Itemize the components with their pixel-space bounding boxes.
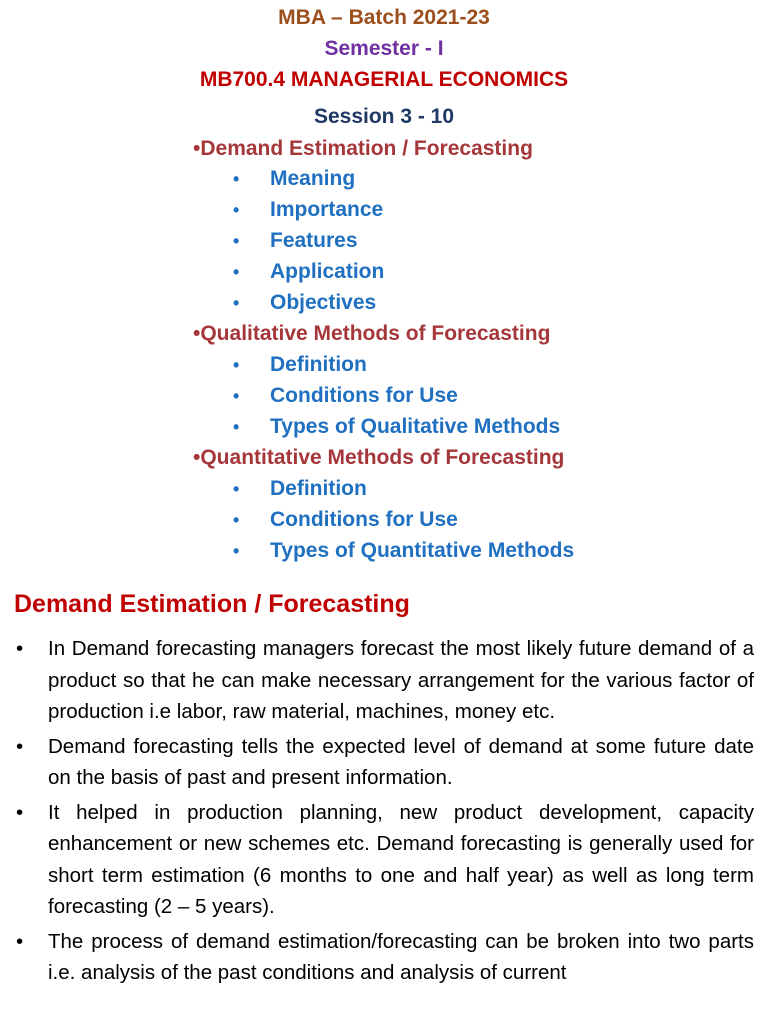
outline-subitem: Types of Quantitative Methods — [270, 539, 575, 562]
outline-subitem: Conditions for Use — [270, 508, 458, 531]
outline-subitem: Types of Qualitative Methods — [270, 415, 561, 438]
paragraph-text: In Demand forecasting managers forecast the most likely future demand of a product so that he can make necessary arrangement for the various factor of production i.e labor, raw material, machines, money etc. — [48, 637, 754, 723]
bullet-icon: • — [233, 169, 240, 189]
program-title: MBA – Batch 2021-23 — [278, 6, 490, 29]
bullet-icon: • — [233, 355, 240, 375]
list-item — [14, 797, 754, 923]
paragraph-text: Demand forecasting tells the expected level of demand at some future date on the basis of past and present information. — [48, 734, 754, 789]
bullet-icon: • — [233, 510, 240, 530]
bullet-icon: • — [16, 800, 24, 824]
bullet-icon: • — [233, 541, 240, 561]
paragraph-text: The process of demand estimation/forecasting can be broken into two parts i.e. analysis of the past conditions and analysis of current — [48, 929, 754, 984]
bullet-icon: • — [233, 231, 240, 251]
outline-topic-qualitative-methods: •Qualitative Methods of Forecasting — [193, 322, 551, 345]
bullet-icon: • — [233, 479, 240, 499]
bullet-icon: • — [233, 417, 240, 437]
outline-subitem: Meaning — [270, 167, 356, 190]
outline-subitem: Features — [270, 229, 358, 252]
bullet-icon: • — [16, 637, 24, 660]
section-heading: Demand Estimation / Forecasting — [14, 590, 410, 618]
course-title: MB700.4 MANAGERIAL ECONOMICS — [199, 68, 569, 91]
bullet-icon: • — [233, 200, 240, 220]
bullet-icon: • — [16, 929, 24, 953]
bullet-icon: • — [233, 293, 240, 313]
list-item — [14, 633, 754, 728]
outline-subitem: Importance — [270, 198, 384, 221]
outline-topic-demand-estimation: •Demand Estimation / Forecasting — [193, 137, 533, 160]
outline-topic-quantitative-methods: •Quantitative Methods of Forecasting — [193, 446, 565, 469]
paragraph-text: It helped in production planning, new product development, capacity enhancement or new schemes etc. Demand forecasting is generally used for short term estimation (6 months to one and half year) as well as long term forecasting (2 – 5 years). — [48, 800, 754, 918]
outline-subitem: Definition — [270, 477, 367, 500]
semester-label: Semester - I — [324, 37, 444, 60]
list-item — [14, 926, 754, 989]
bullet-icon: • — [233, 386, 240, 406]
outline-subitem: Objectives — [270, 291, 377, 314]
outline-subitem: Conditions for Use — [270, 384, 458, 407]
section-body — [14, 633, 754, 992]
outline-subitem: Application — [270, 260, 385, 283]
outline-subitem: Definition — [270, 353, 367, 376]
bullet-icon: • — [233, 262, 240, 282]
bullet-icon: • — [16, 734, 24, 758]
session-label: Session 3 - 10 — [313, 105, 455, 128]
list-item — [14, 731, 754, 794]
